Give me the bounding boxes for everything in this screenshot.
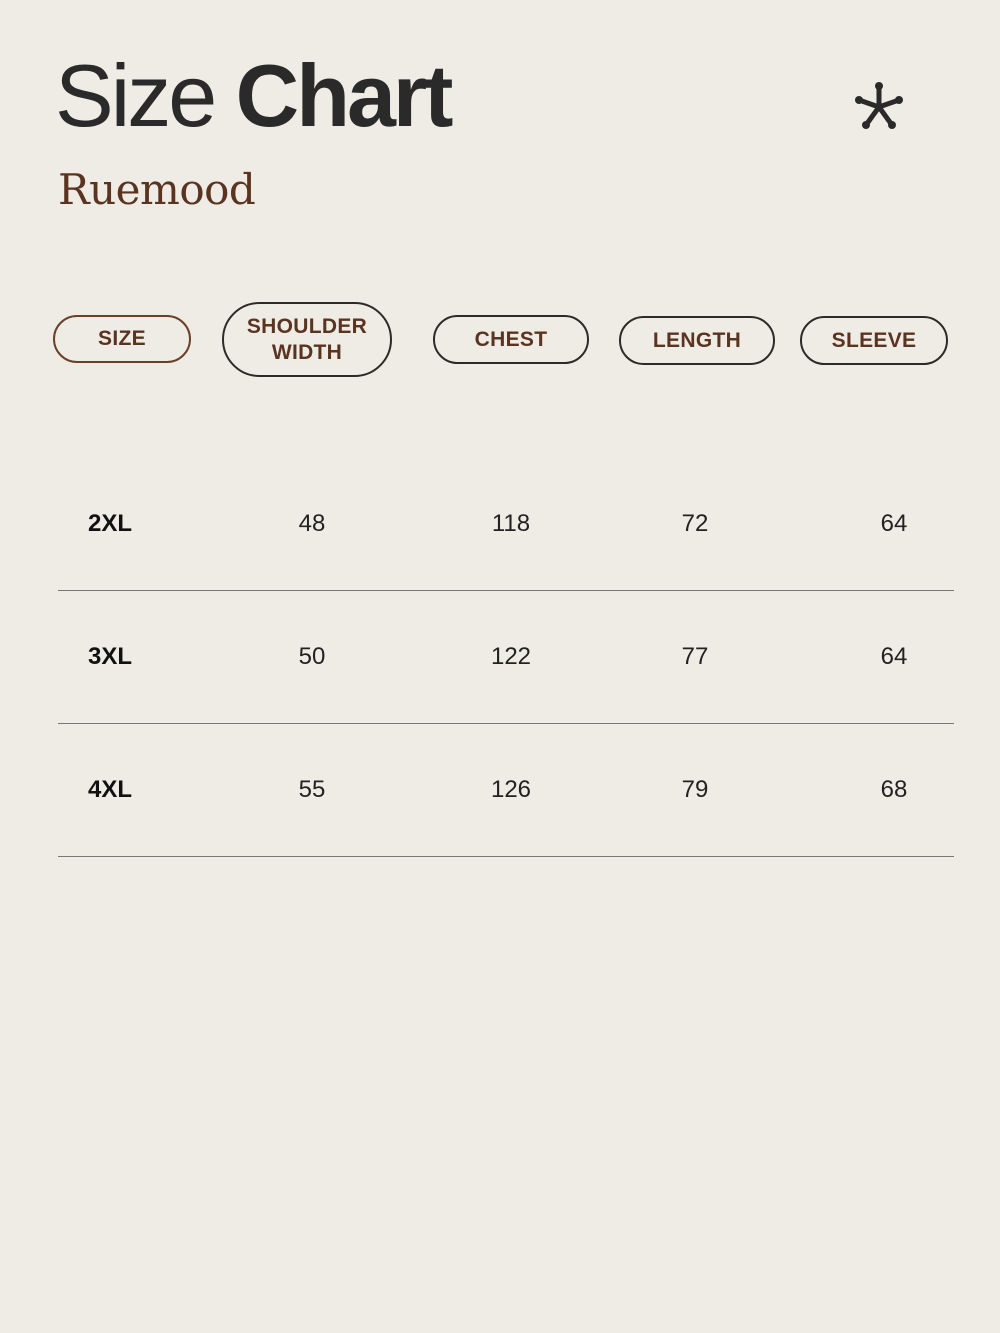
header-length [619, 316, 775, 365]
header-shoulder-width [222, 302, 392, 377]
sleeve-cell: 64 [880, 509, 908, 537]
brand-name: Ruemood [58, 165, 256, 214]
shoulder-width-cell: 55 [298, 775, 326, 803]
table-row [58, 590, 954, 723]
header-shoulder-label-1: SHOULDER [246, 314, 368, 338]
chest-cell: 122 [490, 642, 532, 670]
chest-cell: 126 [490, 775, 532, 803]
title-bold: Chart [235, 46, 451, 145]
header-sleeve-label: SLEEVE [831, 328, 917, 352]
shoulder-width-cell: 50 [298, 642, 326, 670]
header-size-label: SIZE [98, 327, 146, 350]
table-row [58, 457, 954, 590]
row-divider [58, 856, 954, 857]
chest-cell: 118 [491, 509, 531, 537]
length-cell: 79 [681, 775, 709, 803]
length-cell: 72 [681, 509, 709, 537]
header-chest [433, 315, 589, 364]
size-cell: 3XL [87, 642, 133, 670]
size-cell: 4XL [87, 775, 133, 803]
header-size [53, 315, 191, 363]
length-cell: 77 [681, 642, 709, 670]
header-chest-label: CHEST [474, 327, 548, 351]
shoulder-width-cell: 48 [298, 509, 326, 537]
header-sleeve [800, 316, 948, 365]
sleeve-cell: 64 [880, 642, 908, 670]
header-length-label: LENGTH [652, 328, 742, 352]
size-cell: 2XL [87, 509, 133, 537]
title-light: Size [55, 46, 215, 145]
header-shoulder-label-2: WIDTH [271, 340, 343, 364]
table-row [58, 723, 954, 856]
asterisk-icon [852, 80, 906, 134]
page-title [55, 46, 451, 145]
sleeve-cell: 68 [880, 775, 908, 803]
